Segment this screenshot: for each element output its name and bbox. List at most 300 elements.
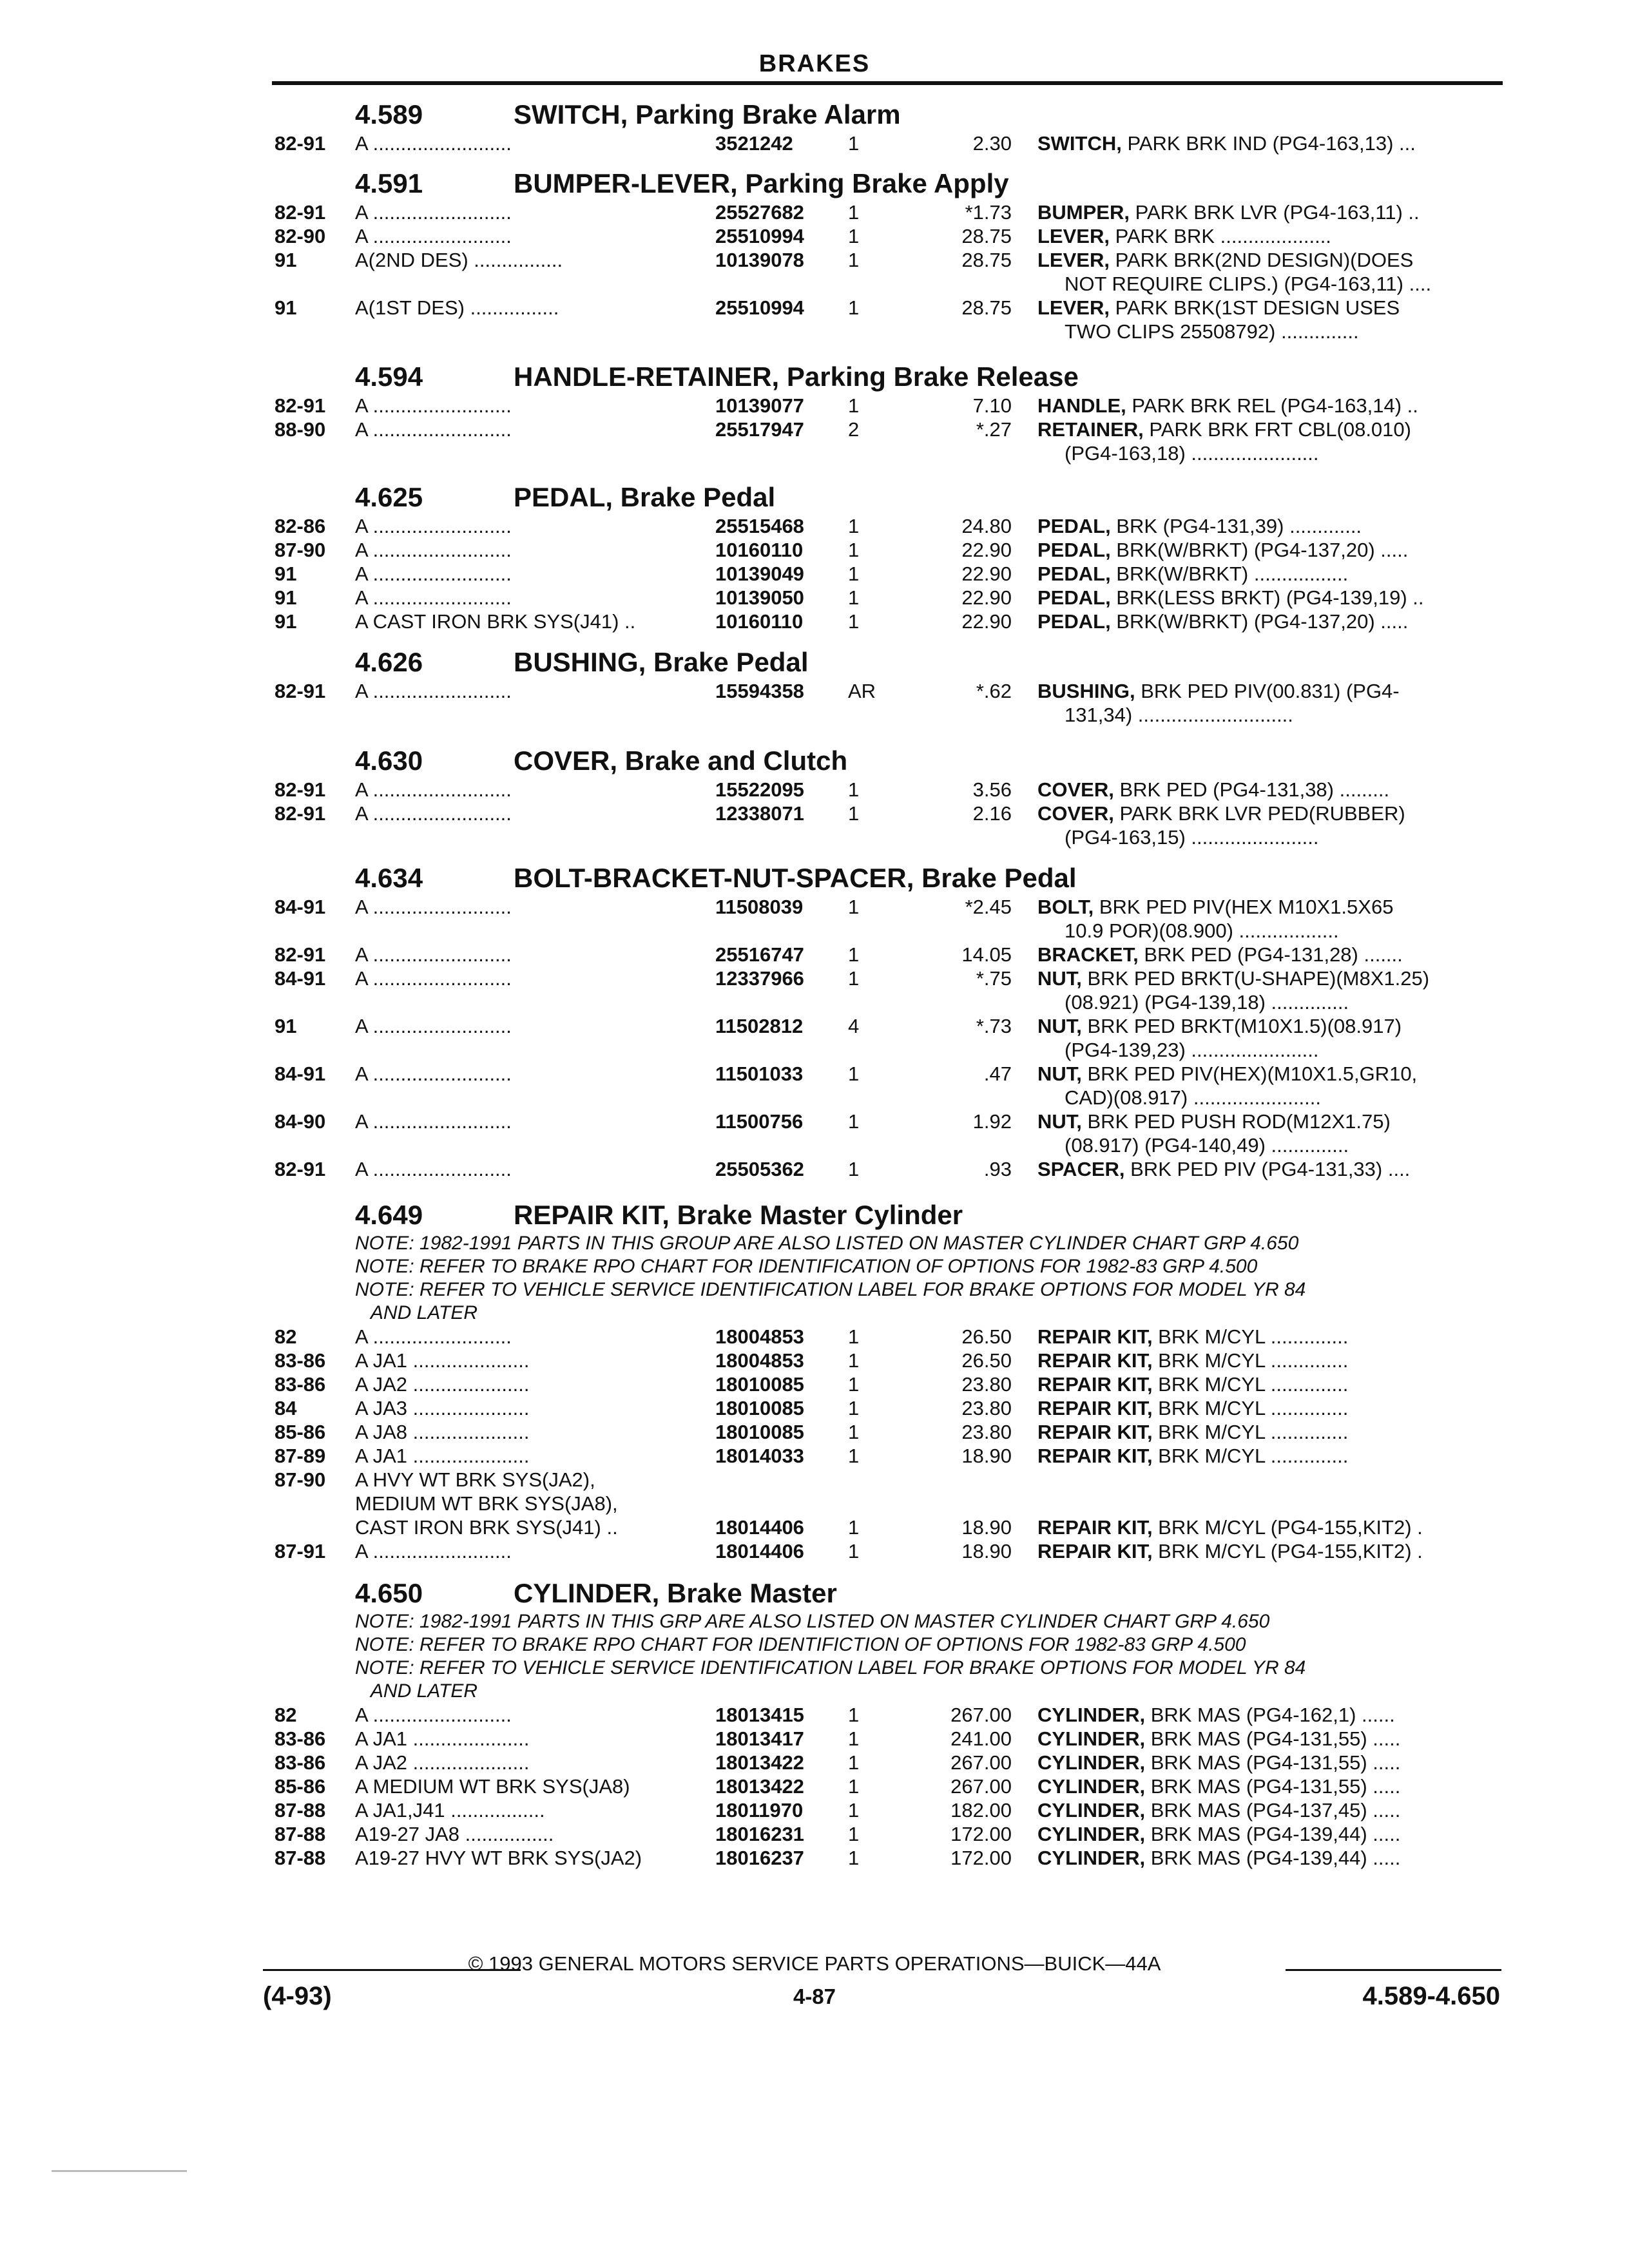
part-number: 25515468 [715, 515, 804, 537]
part-number: 18010085 [715, 1373, 804, 1396]
usage-desc: A ......................... [355, 418, 512, 441]
part-number: 12338071 [715, 802, 804, 825]
part-description: NUT, BRK PED BRKT(U-SHAPE)(M8X1.25) [1037, 967, 1430, 990]
model-years: 82-91 [275, 680, 326, 702]
price: 172.00 [950, 1823, 1012, 1845]
model-years: 91 [275, 562, 297, 585]
usage-desc: A JA2 ..................... [355, 1751, 530, 1774]
part-number: 25517947 [715, 418, 804, 441]
price: 14.05 [961, 943, 1012, 966]
part-number: 10139078 [715, 249, 804, 271]
part-description: REPAIR KIT, BRK M/CYL (PG4-155,KIT2) . [1037, 1516, 1423, 1539]
section-number: 4.626 [355, 647, 423, 677]
quantity: 1 [848, 1158, 860, 1180]
section-4-625 [0, 479, 1629, 633]
part-description: CYLINDER, BRK MAS (PG4-131,55) ..... [1037, 1751, 1401, 1774]
section-title: SWITCH, Parking Brake Alarm [514, 99, 901, 130]
table-row [0, 895, 1629, 919]
model-years: 85-86 [275, 1421, 326, 1443]
section-4-650 [0, 1575, 1629, 1870]
table-row [0, 1751, 1629, 1774]
table-row [0, 131, 1629, 155]
section-number: 4.630 [355, 745, 423, 776]
section-title: BOLT-BRACKET-NUT-SPACER, Brake Pedal [514, 863, 1077, 893]
table-row [0, 1846, 1629, 1870]
model-years: 82-91 [275, 132, 326, 155]
part-description: PEDAL, BRK (PG4-131,39) ............. [1037, 515, 1362, 537]
part-description: CYLINDER, BRK MAS (PG4-131,55) ..... [1037, 1775, 1401, 1798]
usage-desc: A JA1 ..................... [355, 1445, 530, 1467]
section-header [0, 1197, 1629, 1232]
price: 22.90 [961, 562, 1012, 585]
table-row-continuation [0, 1038, 1629, 1062]
quantity: 1 [848, 1751, 860, 1774]
price: 23.80 [961, 1421, 1012, 1443]
price: 7.10 [972, 394, 1012, 417]
quantity: 1 [848, 1823, 860, 1845]
quantity: 1 [848, 1775, 860, 1798]
part-number: 11502812 [715, 1015, 804, 1037]
model-years: 83-86 [275, 1751, 326, 1774]
table-row [0, 1798, 1629, 1822]
table-row [0, 1727, 1629, 1751]
model-years: 82-91 [275, 943, 326, 966]
usage-desc: A ......................... [355, 539, 512, 561]
price: *1.73 [965, 201, 1012, 224]
price: 28.75 [961, 296, 1012, 319]
model-years: 91 [275, 610, 297, 633]
price: 28.75 [961, 249, 1012, 271]
footer-copyright: © 1993 GENERAL MOTORS SERVICE PARTS OPERATIONS—BUICK—44A [468, 1952, 1161, 1975]
table-row [0, 1492, 1629, 1515]
section-header [0, 644, 1629, 679]
table-row [0, 1157, 1629, 1181]
section-number: 4.589 [355, 99, 423, 130]
usage-desc: A19-27 JA8 ................ [355, 1823, 554, 1845]
usage-desc: A19-27 HVY WT BRK SYS(JA2) [355, 1847, 642, 1869]
usage-desc: A ......................... [355, 1158, 512, 1180]
part-description: (PG4-163,15) ....................... [1065, 826, 1319, 849]
price: *2.45 [965, 896, 1012, 918]
part-description: (08.921) (PG4-139,18) .............. [1065, 991, 1349, 1014]
quantity: 1 [848, 1421, 860, 1443]
model-years: 82-91 [275, 394, 326, 417]
price: *.73 [976, 1015, 1012, 1037]
part-number: 18010085 [715, 1397, 804, 1419]
section-header [0, 860, 1629, 895]
table-row [0, 224, 1629, 248]
price: 267.00 [950, 1775, 1012, 1798]
usage-desc: A ......................... [355, 967, 512, 990]
quantity: AR [848, 680, 876, 702]
model-years: 87-90 [275, 539, 326, 561]
part-number: 18004853 [715, 1325, 804, 1348]
part-number: 3521242 [715, 132, 793, 155]
part-number: 18014033 [715, 1445, 804, 1467]
section-number: 4.625 [355, 482, 423, 512]
model-years: 82-90 [275, 225, 326, 247]
price: *.27 [976, 418, 1012, 441]
model-years: 82 [275, 1704, 297, 1726]
usage-desc: A ......................... [355, 1325, 512, 1348]
price: 172.00 [950, 1847, 1012, 1869]
part-number: 18016237 [715, 1847, 804, 1869]
usage-desc: A JA1,J41 ................. [355, 1799, 545, 1821]
table-row [0, 586, 1629, 610]
usage-desc: A ......................... [355, 896, 512, 918]
price: 2.30 [972, 132, 1012, 155]
quantity: 1 [848, 967, 860, 990]
part-number: 18004853 [715, 1349, 804, 1372]
table-row [0, 1822, 1629, 1846]
usage-desc: A MEDIUM WT BRK SYS(JA8) [355, 1775, 630, 1798]
part-description: REPAIR KIT, BRK M/CYL (PG4-155,KIT2) . [1037, 1540, 1423, 1562]
table-row-continuation [0, 990, 1629, 1014]
part-description: SPACER, BRK PED PIV (PG4-131,33) .... [1037, 1158, 1411, 1180]
part-description: (PG4-163,18) ....................... [1065, 442, 1319, 465]
table-row [0, 1539, 1629, 1563]
part-description: (08.917) (PG4-140,49) .............. [1065, 1134, 1349, 1157]
section-number: 4.634 [355, 863, 423, 893]
table-row [0, 966, 1629, 990]
table-row [0, 1014, 1629, 1038]
scan-artifact [52, 2170, 187, 2172]
usage-desc: A ......................... [355, 1110, 512, 1133]
part-number: 11500756 [715, 1110, 804, 1133]
part-description: SWITCH, PARK BRK IND (PG4-163,13) ... [1037, 132, 1416, 155]
part-number: 25510994 [715, 296, 804, 319]
price: 26.50 [961, 1325, 1012, 1348]
quantity: 1 [848, 610, 860, 633]
section-number: 4.650 [355, 1578, 423, 1608]
part-description: REPAIR KIT, BRK M/CYL .............. [1037, 1349, 1349, 1372]
table-row [0, 802, 1629, 825]
part-description: BOLT, BRK PED PIV(HEX M10X1.5X65 [1037, 896, 1394, 918]
section-header [0, 1575, 1629, 1610]
quantity: 1 [848, 249, 860, 271]
quantity: 1 [848, 515, 860, 537]
model-years: 84-90 [275, 1110, 326, 1133]
part-description: TWO CLIPS 25508792) .............. [1065, 320, 1359, 343]
usage-desc: A JA8 ..................... [355, 1421, 530, 1443]
table-row [0, 394, 1629, 418]
model-years: 91 [275, 586, 297, 609]
quantity: 1 [848, 1397, 860, 1419]
usage-desc: A ......................... [355, 1015, 512, 1037]
part-number: 12337966 [715, 967, 804, 990]
usage-desc: A(1ST DES) ................ [355, 296, 559, 319]
quantity: 1 [848, 1727, 860, 1750]
quantity: 2 [848, 418, 860, 441]
usage-desc: A JA3 ..................... [355, 1397, 530, 1419]
part-number: 18013422 [715, 1751, 804, 1774]
table-row [0, 1774, 1629, 1798]
usage-desc: A(2ND DES) ................ [355, 249, 563, 271]
table-row [0, 200, 1629, 224]
quantity: 1 [848, 896, 860, 918]
quantity: 1 [848, 201, 860, 224]
usage-desc: A ......................... [355, 225, 512, 247]
section-note: AND LATER [355, 1680, 478, 1702]
section-4-589 [0, 97, 1629, 155]
usage-desc: A ......................... [355, 802, 512, 825]
model-years: 87-89 [275, 1445, 326, 1467]
price: 267.00 [950, 1704, 1012, 1726]
part-number: 10160110 [715, 539, 804, 561]
price: 3.56 [972, 778, 1012, 801]
part-description: 131,34) ............................ [1065, 704, 1293, 726]
section-header [0, 97, 1629, 131]
part-number: 18014406 [715, 1540, 804, 1562]
model-years: 91 [275, 296, 297, 319]
usage-desc: A ......................... [355, 132, 512, 155]
section-note: AND LATER [355, 1302, 478, 1323]
quantity: 1 [848, 1445, 860, 1467]
model-years: 84-91 [275, 896, 326, 918]
part-number: 18013415 [715, 1704, 804, 1726]
quantity: 1 [848, 562, 860, 585]
section-title: CYLINDER, Brake Master [514, 1578, 837, 1608]
table-row-continuation [0, 1086, 1629, 1110]
part-description: CAD)(08.917) ....................... [1065, 1086, 1321, 1109]
model-years: 91 [275, 1015, 297, 1037]
part-description: LEVER, PARK BRK(2ND DESIGN)(DOES [1037, 249, 1414, 271]
model-years: 91 [275, 249, 297, 271]
part-number: 10160110 [715, 610, 804, 633]
price: .93 [983, 1158, 1012, 1180]
model-years: 87-90 [275, 1468, 326, 1491]
part-number: 25527682 [715, 201, 804, 224]
table-row [0, 562, 1629, 586]
model-years: 83-86 [275, 1727, 326, 1750]
usage-desc: A ......................... [355, 1540, 512, 1562]
part-description: HANDLE, PARK BRK REL (PG4-163,14) .. [1037, 394, 1418, 417]
part-description: COVER, PARK BRK LVR PED(RUBBER) [1037, 802, 1405, 825]
price: 241.00 [950, 1727, 1012, 1750]
price: 23.80 [961, 1373, 1012, 1396]
quantity: 1 [848, 225, 860, 247]
part-description: 10.9 POR)(08.900) .................. [1065, 919, 1339, 942]
model-years: 82-91 [275, 1158, 326, 1180]
model-years: 82-91 [275, 201, 326, 224]
part-description: PEDAL, BRK(W/BRKT) ................. [1037, 562, 1349, 585]
quantity: 1 [848, 1516, 860, 1539]
part-number: 11508039 [715, 896, 804, 918]
table-row-continuation [0, 320, 1629, 343]
table-row [0, 1420, 1629, 1444]
price: 28.75 [961, 225, 1012, 247]
table-row [0, 1444, 1629, 1468]
part-description: BUMPER, PARK BRK LVR (PG4-163,11) .. [1037, 201, 1420, 224]
price: 23.80 [961, 1397, 1012, 1419]
section-note: NOTE: 1982-1991 PARTS IN THIS GROUP ARE ALSO LISTED ON MASTER CYLINDER CHART GRP 4.650 [355, 1233, 1299, 1254]
section-number: 4.591 [355, 168, 423, 198]
usage-desc: CAST IRON BRK SYS(J41) .. [355, 1516, 618, 1539]
table-row [0, 1468, 1629, 1492]
usage-desc: A ......................... [355, 1704, 512, 1726]
quantity: 1 [848, 1062, 860, 1085]
usage-desc: A ......................... [355, 586, 512, 609]
section-header [0, 743, 1629, 778]
quantity: 4 [848, 1015, 860, 1037]
part-number: 15594358 [715, 680, 804, 702]
model-years: 84 [275, 1397, 297, 1419]
part-number: 18016231 [715, 1823, 804, 1845]
section-4-591 [0, 166, 1629, 343]
usage-desc: A ......................... [355, 778, 512, 801]
section-title: PEDAL, Brake Pedal [514, 482, 776, 512]
usage-desc: A JA1 ..................... [355, 1727, 530, 1750]
section-note: NOTE: REFER TO VEHICLE SERVICE IDENTIFICATION LABEL FOR BRAKE OPTIONS FOR MODEL YR 84 [355, 1657, 1306, 1678]
price: *.62 [976, 680, 1012, 702]
table-row-continuation [0, 1133, 1629, 1157]
page-title: BRAKES [758, 50, 871, 77]
part-description: REPAIR KIT, BRK M/CYL .............. [1037, 1445, 1349, 1467]
usage-desc: A ......................... [355, 515, 512, 537]
quantity: 1 [848, 1349, 860, 1372]
table-row [0, 1515, 1629, 1539]
quantity: 1 [848, 1373, 860, 1396]
price: 267.00 [950, 1751, 1012, 1774]
part-description: PEDAL, BRK(W/BRKT) (PG4-137,20) ..... [1037, 610, 1409, 633]
model-years: 83-86 [275, 1349, 326, 1372]
usage-desc: MEDIUM WT BRK SYS(JA8), [355, 1492, 618, 1515]
section-note: NOTE: REFER TO BRAKE RPO CHART FOR IDENTIFICATION OF OPTIONS FOR 1982-83 GRP 4.500 [355, 1256, 1258, 1277]
part-description: (PG4-139,23) ....................... [1065, 1039, 1319, 1061]
part-number: 18010085 [715, 1421, 804, 1443]
part-description: REPAIR KIT, BRK M/CYL .............. [1037, 1373, 1349, 1396]
model-years: 82-91 [275, 802, 326, 825]
table-row [0, 778, 1629, 802]
part-description: NUT, BRK PED BRKT(M10X1.5)(08.917) [1037, 1015, 1402, 1037]
table-row [0, 514, 1629, 538]
part-description: REPAIR KIT, BRK M/CYL .............. [1037, 1421, 1349, 1443]
part-number: 10139049 [715, 562, 804, 585]
part-description: COVER, BRK PED (PG4-131,38) ......... [1037, 778, 1390, 801]
model-years: 87-88 [275, 1799, 326, 1821]
section-title: REPAIR KIT, Brake Master Cylinder [514, 1200, 963, 1230]
part-description: RETAINER, PARK BRK FRT CBL(08.010) [1037, 418, 1411, 441]
table-row [0, 1372, 1629, 1396]
table-row [0, 679, 1629, 703]
part-description: NOT REQUIRE CLIPS.) (PG4-163,11) .... [1065, 273, 1432, 295]
model-years: 82 [275, 1325, 297, 1348]
model-years: 88-90 [275, 418, 326, 441]
price: 182.00 [950, 1799, 1012, 1821]
section-number: 4.594 [355, 361, 423, 392]
price: 18.90 [961, 1540, 1012, 1562]
quantity: 1 [848, 778, 860, 801]
table-row-continuation [0, 441, 1629, 465]
section-note: NOTE: 1982-1991 PARTS IN THIS GRP ARE ALSO LISTED ON MASTER CYLINDER CHART GRP 4.650 [355, 1611, 1270, 1632]
part-description: BUSHING, BRK PED PIV(00.831) (PG4- [1037, 680, 1400, 702]
model-years: 85-86 [275, 1775, 326, 1798]
section-title: COVER, Brake and Clutch [514, 745, 848, 776]
part-description: CYLINDER, BRK MAS (PG4-131,55) ..... [1037, 1727, 1401, 1750]
part-description: NUT, BRK PED PUSH ROD(M12X1.75) [1037, 1110, 1391, 1133]
section-header [0, 166, 1629, 200]
quantity: 1 [848, 1799, 860, 1821]
model-years: 87-88 [275, 1823, 326, 1845]
table-row-continuation [0, 825, 1629, 849]
model-years: 82-91 [275, 778, 326, 801]
section-header [0, 479, 1629, 514]
part-number: 10139077 [715, 394, 804, 417]
table-row-continuation [0, 919, 1629, 943]
model-years: 84-91 [275, 1062, 326, 1085]
section-4-630 [0, 743, 1629, 849]
model-years: 83-86 [275, 1373, 326, 1396]
part-description: PEDAL, BRK(W/BRKT) (PG4-137,20) ..... [1037, 539, 1409, 561]
part-number: 18014406 [715, 1516, 804, 1539]
table-row [0, 1349, 1629, 1372]
quantity: 1 [848, 1325, 860, 1348]
section-title: BUMPER-LEVER, Parking Brake Apply [514, 168, 1009, 198]
section-4-649 [0, 1197, 1629, 1563]
usage-desc: A JA2 ..................... [355, 1373, 530, 1396]
price: 26.50 [961, 1349, 1012, 1372]
model-years: 84-91 [275, 967, 326, 990]
price: 1.92 [972, 1110, 1012, 1133]
section-title: BUSHING, Brake Pedal [514, 647, 809, 677]
table-row-continuation [0, 703, 1629, 727]
quantity: 1 [848, 296, 860, 319]
table-row [0, 943, 1629, 966]
section-title: HANDLE-RETAINER, Parking Brake Release [514, 361, 1079, 392]
part-description: CYLINDER, BRK MAS (PG4-137,45) ..... [1037, 1799, 1401, 1821]
part-number: 10139050 [715, 586, 804, 609]
part-description: REPAIR KIT, BRK M/CYL .............. [1037, 1325, 1349, 1348]
table-row [0, 1396, 1629, 1420]
table-row [0, 296, 1629, 320]
part-description: PEDAL, BRK(LESS BRKT) (PG4-139,19) .. [1037, 586, 1424, 609]
part-description: LEVER, PARK BRK(1ST DESIGN USES [1037, 296, 1400, 319]
part-number: 25510994 [715, 225, 804, 247]
table-row [0, 248, 1629, 272]
table-row [0, 610, 1629, 633]
price: 18.90 [961, 1516, 1012, 1539]
usage-desc: A ......................... [355, 201, 512, 224]
table-row [0, 1110, 1629, 1133]
table-row [0, 418, 1629, 441]
usage-desc: A ......................... [355, 394, 512, 417]
price: 18.90 [961, 1445, 1012, 1467]
price: 24.80 [961, 515, 1012, 537]
quantity: 1 [848, 802, 860, 825]
part-number: 11501033 [715, 1062, 804, 1085]
section-note: NOTE: REFER TO BRAKE RPO CHART FOR IDENTIFICTION OF OPTIONS FOR 1982-83 GRP 4.500 [355, 1634, 1246, 1655]
part-number: 18013417 [715, 1727, 804, 1750]
part-description: BRACKET, BRK PED (PG4-131,28) ....... [1037, 943, 1403, 966]
quantity: 1 [848, 1847, 860, 1869]
table-row [0, 1325, 1629, 1349]
quantity: 1 [848, 586, 860, 609]
quantity: 1 [848, 394, 860, 417]
section-4-594 [0, 359, 1629, 465]
footer-page-number: 4-87 [793, 1984, 836, 2008]
table-row-continuation [0, 272, 1629, 296]
part-description: CYLINDER, BRK MAS (PG4-139,44) ..... [1037, 1823, 1401, 1845]
model-years: 82-86 [275, 515, 326, 537]
section-note: NOTE: REFER TO VEHICLE SERVICE IDENTIFICATION LABEL FOR BRAKE OPTIONS FOR MODEL YR 84 [355, 1279, 1306, 1300]
table-row [0, 538, 1629, 562]
usage-desc: A ......................... [355, 562, 512, 585]
part-number: 18013422 [715, 1775, 804, 1798]
quantity: 1 [848, 943, 860, 966]
part-description: NUT, BRK PED PIV(HEX)(M10X1.5,GR10, [1037, 1062, 1418, 1085]
quantity: 1 [848, 132, 860, 155]
section-header [0, 359, 1629, 394]
